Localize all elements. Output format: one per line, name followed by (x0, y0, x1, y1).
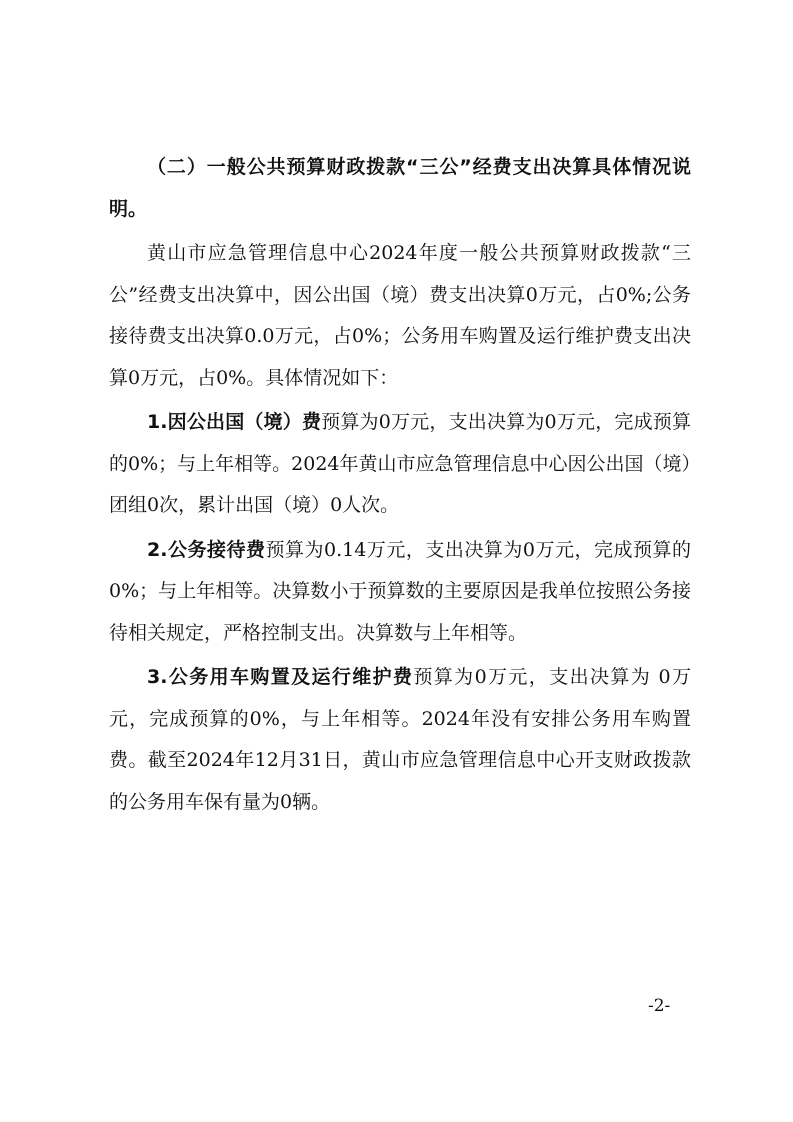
section-heading: （二）一般公共预算财政拨款“三公”经费支出决算具体情况说明。 (109, 156, 691, 220)
item-text-official-vehicles: 预算为0万元，支出决算为 0万元，完成预算的0%，与上年相等。2024年没有安排公务用车购置费。截至2024年12月31日，黄山市应急管理信息中心开支财政拨款的公务用车保有量为0辆。 (109, 666, 691, 813)
page-number: -2- (648, 996, 671, 1016)
item-paragraph-official-reception (109, 530, 691, 655)
intro-paragraph: 黄山市应急管理信息中心2024年度一般公共预算财政拨款“三公”经费支出决算中，因公出国（境）费支出决算0万元，占0%;公务接待费支出决算0.0万元，占0%；公务用车购置及运行维护费支出决算0万元，占0%。具体情况如下： (109, 242, 691, 389)
item-paragraph-official-vehicles (109, 657, 691, 823)
item-lead-official-reception: 2.公务接待费 (147, 538, 266, 561)
item-paragraph-overseas-travel (109, 402, 691, 527)
item-lead-overseas-travel: 1.因公出国（境）费 (147, 411, 322, 433)
item-text-overseas-travel: 预算为0万元，支出决算为0万元，完成预算的0%；与上年相等。2024年黄山市应急管理信息中心因公出国（境）团组0次，累计出国（境）0人次。 (109, 411, 691, 516)
item-lead-official-vehicles: 3.公务用车购置及运行维护费 (147, 666, 414, 688)
document-body (109, 147, 691, 823)
item-text-official-reception: 预算为0.14万元，支出决算为0万元，完成预算的0%；与上年相等。决算数小于预算数的主要原因是我单位按照公务接待相关规定，严格控制支出。决算数与上年相等。 (109, 538, 691, 644)
